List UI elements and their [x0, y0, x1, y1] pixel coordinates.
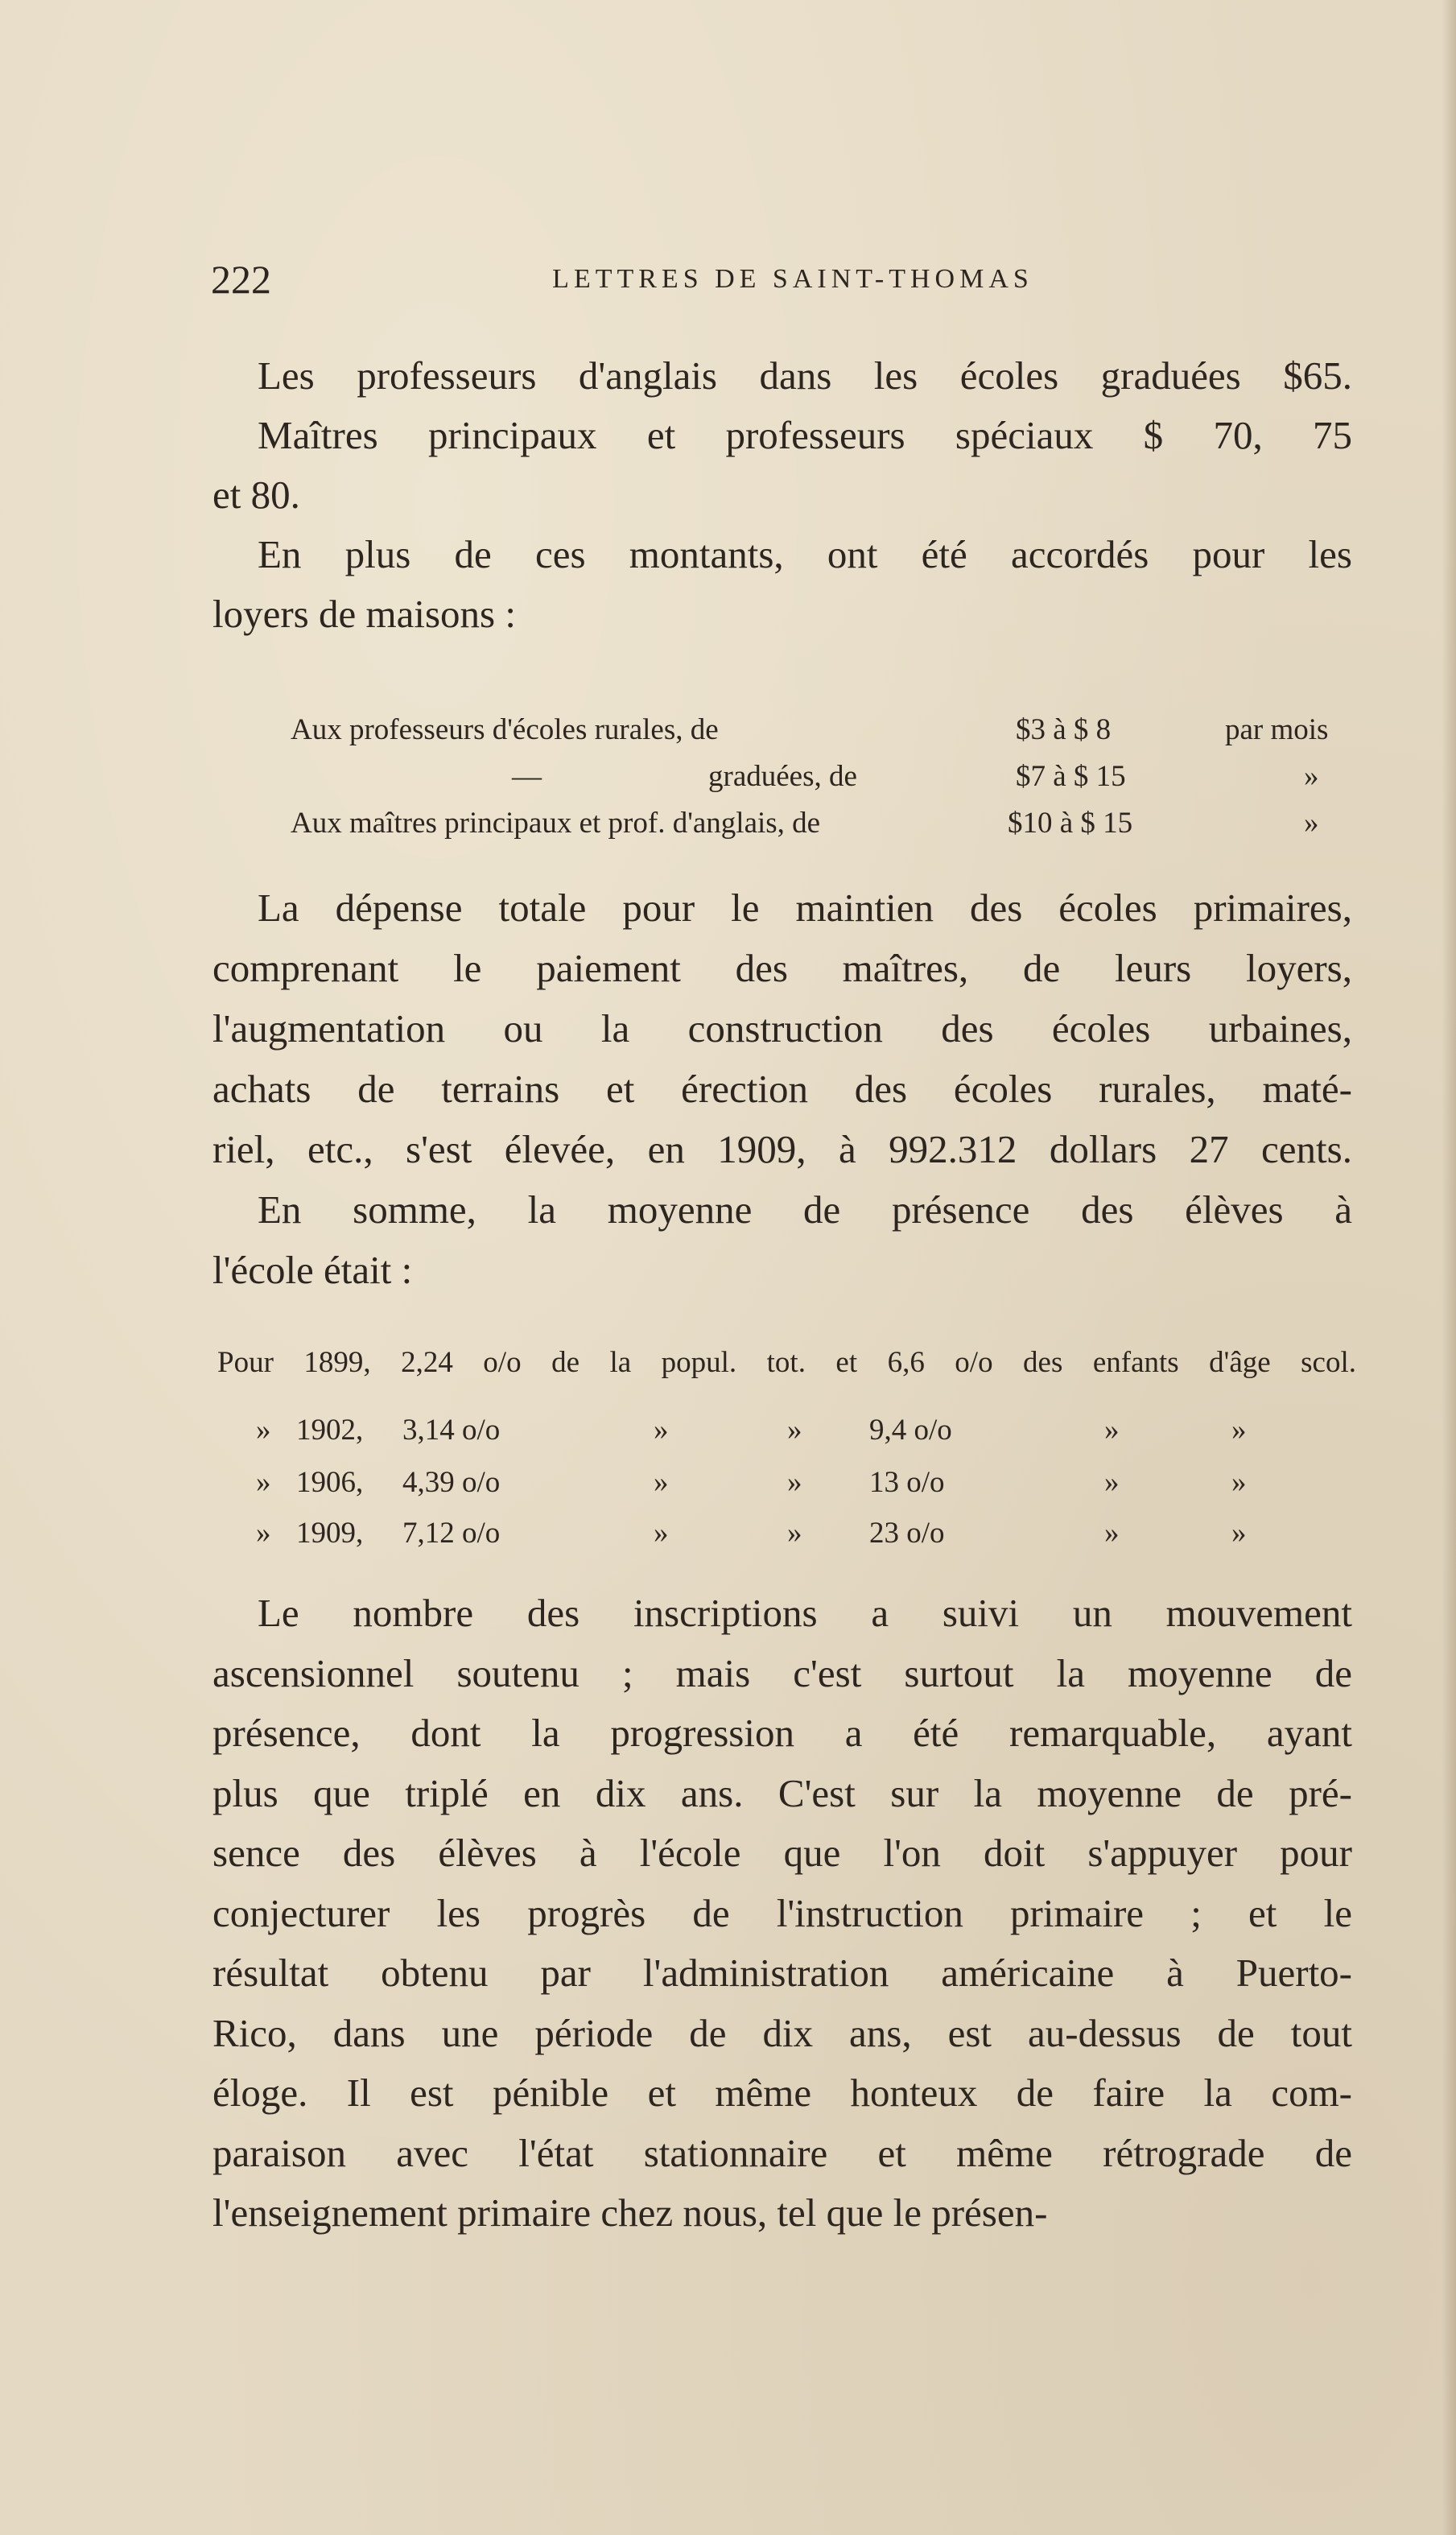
paragraph-2-line: l'augmentation ou la construction des écoles urbaines, — [212, 1006, 1352, 1051]
attendance-cell-d2: » — [787, 1414, 802, 1447]
paragraph-2-line: riel, etc., s'est élevée, en 1909, à 992.312 dollars 27 cents. — [212, 1127, 1352, 1171]
paragraph-2-line: La dépense totale pour le maintien des écoles primaires, — [258, 886, 1352, 930]
attendance-cell-d2: » — [787, 1517, 802, 1550]
paragraph-3-line: Le nombre des inscriptions a suivi un mouvement — [258, 1591, 1352, 1635]
rent-row-1-label: Aux professeurs d'écoles rurales, de — [291, 713, 719, 746]
attendance-cell-year: 1906, — [296, 1466, 364, 1499]
paragraph-1-line: Les professeurs d'anglais dans les écoles graduées $65. — [258, 353, 1352, 398]
paragraph-2-line: achats de terrains et érection des écoles rurales, maté- — [212, 1067, 1352, 1111]
rent-row-1-unit: par mois — [1225, 713, 1329, 746]
attendance-cell-pct-children: 9,4 o/o — [869, 1414, 952, 1447]
paragraph-3-line: éloge. Il est pénible et même honteux de faire la com- — [212, 2071, 1352, 2115]
attendance-cell-ditto: » — [256, 1414, 271, 1447]
attendance-cell-pct-children: 23 o/o — [869, 1517, 945, 1550]
attendance-cell-d3: » — [1104, 1414, 1120, 1447]
paragraph-1-line: et 80. — [212, 473, 300, 517]
rent-row-2-range: $7 à $ 15 — [1016, 760, 1126, 793]
rent-row-3-unit: » — [1304, 807, 1319, 840]
paragraph-3-line: Rico, dans une période de dix ans, est au-dessus de tout — [212, 2010, 1352, 2055]
paragraph-1-line: Maîtres principaux et professeurs spéciaux $ 70, 75 — [258, 413, 1352, 457]
paragraph-3-line: l'enseignement primaire chez nous, tel que le présen- — [212, 2190, 1048, 2235]
attendance-cell-d3: » — [1104, 1466, 1120, 1499]
paragraph-3-line: sence des élèves à l'école que l'on doit s'appuyer pour — [212, 1831, 1352, 1875]
paragraph-1-line: loyers de maisons : — [212, 592, 516, 636]
page-edge-shadow — [1442, 0, 1456, 2535]
paragraph-3-line: résultat obtenu par l'administration américaine à Puerto- — [212, 1951, 1352, 1995]
page-number: 222 — [211, 257, 271, 302]
attendance-cell-ditto: » — [256, 1466, 271, 1499]
paragraph-3-line: conjecturer les progrès de l'instruction primaire ; et le — [212, 1890, 1352, 1935]
paragraph-3-line: présence, dont la progression a été remarquable, ayant — [212, 1711, 1352, 1755]
rent-row-3-range: $10 à $ 15 — [1008, 807, 1133, 840]
paragraph-2-line: l'école était : — [212, 1248, 413, 1292]
attendance-cell-d3: » — [1104, 1517, 1120, 1550]
attendance-cell-d4: » — [1231, 1517, 1247, 1550]
paragraph-3-line: ascensionnel soutenu ; mais c'est surtout la moyenne de — [212, 1650, 1352, 1695]
attendance-cell-d4: » — [1231, 1466, 1247, 1499]
paragraph-3-line: paraison avec l'état stationnaire et même rétrograde de — [212, 2130, 1352, 2175]
attendance-cell-d1: » — [654, 1517, 669, 1550]
attendance-cell-year: 1909, — [296, 1517, 364, 1550]
attendance-cell-d4: » — [1231, 1414, 1247, 1447]
rent-row-2-label: graduées, de — [708, 760, 857, 793]
attendance-cell-pct-children: 13 o/o — [869, 1466, 945, 1499]
rent-row-3-label: Aux maîtres principaux et prof. d'anglais, de — [291, 807, 821, 840]
paragraph-3-line: plus que triplé en dix ans. C'est sur la moyenne de pré- — [212, 1770, 1352, 1815]
rent-row-2-dash: — — [512, 760, 542, 793]
rent-row-1-range: $3 à $ 8 — [1016, 713, 1112, 746]
running-title: LETTRES DE SAINT-THOMAS — [552, 264, 1033, 294]
attendance-cell-ditto: » — [256, 1517, 271, 1550]
attendance-cell-pct-pop: 4,39 o/o — [402, 1466, 501, 1499]
attendance-cell-year: 1902, — [296, 1414, 364, 1447]
attendance-cell-pct-pop: 7,12 o/o — [402, 1517, 501, 1550]
attendance-cell-pct-pop: 3,14 o/o — [402, 1414, 501, 1447]
attendance-cell-d1: » — [654, 1466, 669, 1499]
attendance-row-1899: Pour 1899, 2,24 o/o de la popul. tot. et 6,6 o/o des enfants d'âge scol. — [217, 1346, 1356, 1379]
paragraph-1-line: En plus de ces montants, ont été accordés pour les — [258, 532, 1352, 576]
attendance-cell-d1: » — [654, 1414, 669, 1447]
attendance-cell-d2: » — [787, 1466, 802, 1499]
rent-row-2-unit: » — [1304, 760, 1319, 793]
paragraph-2-line: comprenant le paiement des maîtres, de leurs loyers, — [212, 946, 1352, 990]
paragraph-2-line: En somme, la moyenne de présence des élèves à — [258, 1187, 1352, 1232]
